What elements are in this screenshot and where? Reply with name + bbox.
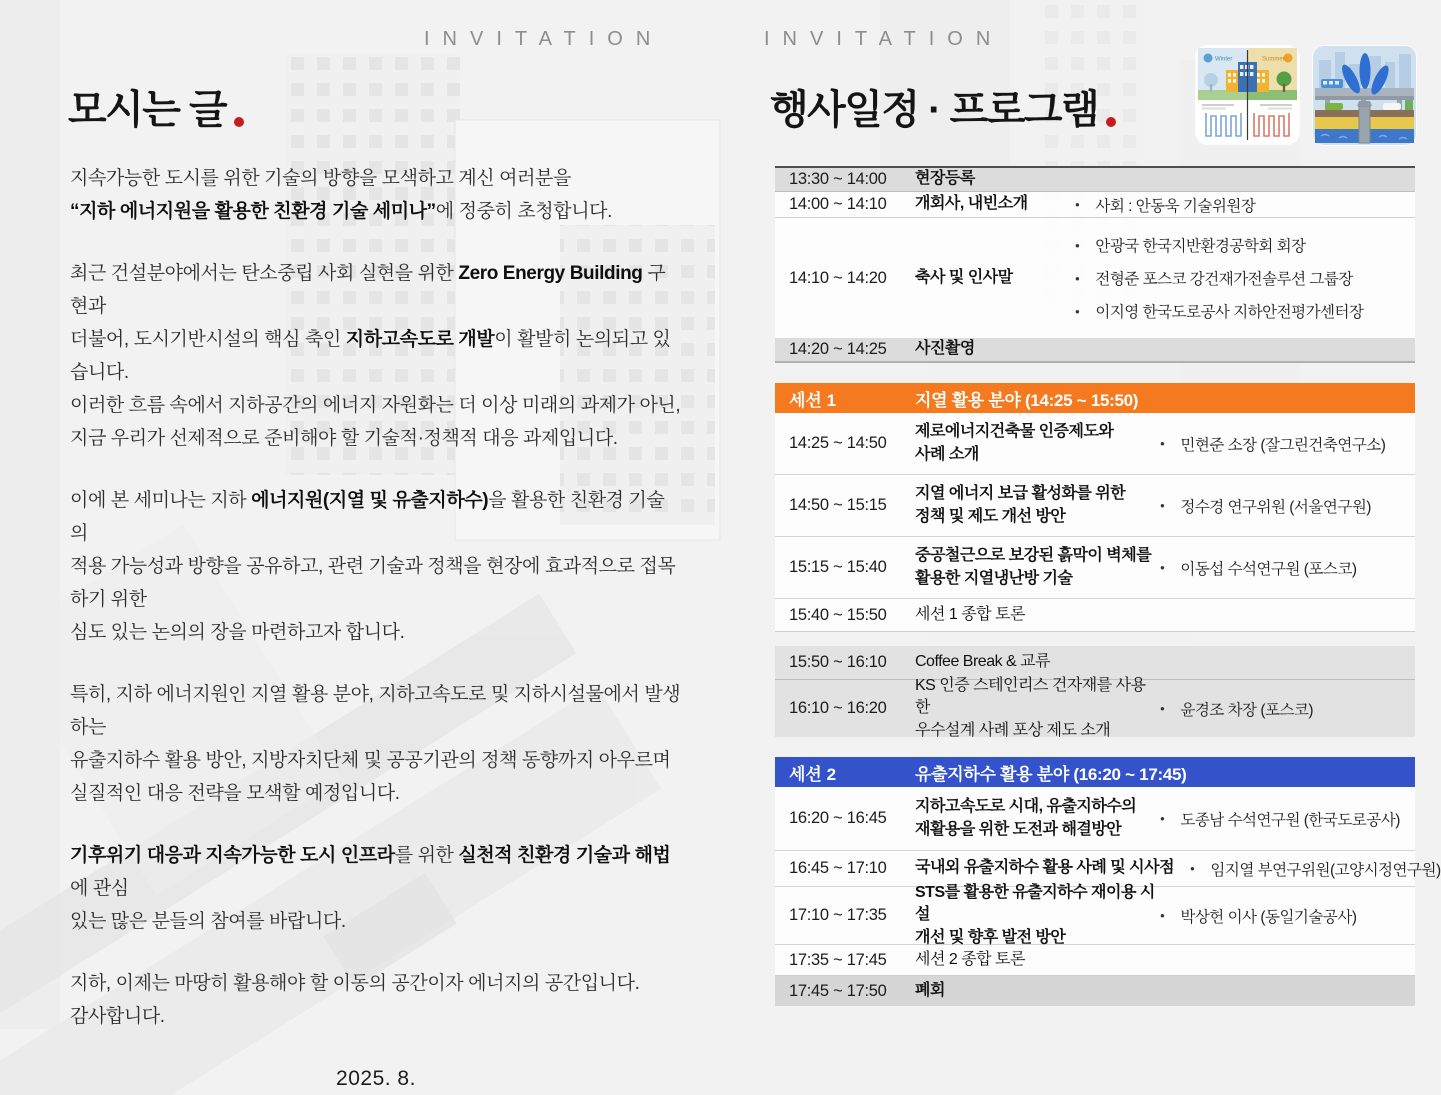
row-speakers: [1160, 905, 1356, 927]
row-speakers: [1160, 495, 1371, 517]
row-time: 15:15 ~ 15:40: [789, 558, 887, 576]
bullet-icon: ●: [1075, 200, 1080, 209]
row-title: 세션 2 종합 토론: [915, 950, 1025, 968]
row-title: STS를 활용한 유출지하수 재이용 시설 개선 및 향후 발전 방안: [915, 884, 1155, 946]
invitation-date: 2025. 8.: [336, 1067, 416, 1090]
invitation-caption-right: INVITATION: [764, 28, 1004, 50]
row-title: 폐회: [915, 981, 945, 999]
schedule-row-discussion1: [775, 599, 1415, 632]
right-title-text: 행사일정 · 프로그램: [770, 88, 1099, 132]
speaker: 정수경 연구위원 (서울연구원): [1180, 498, 1371, 516]
schedule-row-ks-award: [775, 677, 1415, 739]
invitation-paragraph: 최근 건설분야에서는 탄소중립 사회 실현을 위한 Zero Energy Building 구현과 더불어, 도시기반시설의 핵심 축인 지하고속도로 개발이 활발히 논의되고 있습니다. 이러한 흐름 속에서 지하공간의 에너지 자원화는 더 이상 미래의 과제가 아닌, 지금 우리가 선제적으로 준비해야 할 기술적·정책적 대응 과제입니다.: [70, 263, 681, 449]
row-time: 14:50 ~ 15:15: [789, 496, 887, 514]
row-time: 15:50 ~ 16:10: [789, 653, 887, 671]
row-title: 사진촬영: [915, 340, 975, 358]
row-time: 16:10 ~ 16:20: [789, 699, 887, 717]
row-speakers: [1075, 194, 1255, 216]
row-title: 지열 에너지 보급 활성화를 위한 정책 및 제도 개선 방안: [915, 485, 1126, 525]
header-illustrations: [1196, 46, 1416, 145]
row-title: 세션 1 종합 토론: [915, 605, 1025, 623]
speaker: 도종남 수석연구원 (한국도로공사): [1180, 811, 1400, 829]
schedule-row-talk: [775, 884, 1415, 946]
bullet-icon: ●: [1075, 306, 1080, 316]
row-time: 17:10 ~ 17:35: [789, 906, 887, 924]
row-time: 14:20 ~ 14:25: [789, 340, 887, 358]
schedule-row-talk: [775, 537, 1415, 599]
row-title: Coffee Break & 교류: [915, 653, 1051, 671]
section-label: 세션 2: [789, 764, 837, 784]
row-time: 15:40 ~ 15:50: [789, 605, 887, 624]
bullet-icon: ●: [1190, 864, 1195, 873]
section-label: 세션 1: [789, 390, 837, 410]
row-title: 현장등록: [915, 170, 975, 188]
event-schedule-table: [775, 166, 1441, 1006]
invitation-caption-left: INVITATION: [424, 28, 664, 50]
bullet-icon: ●: [1160, 439, 1165, 448]
summer-label: Summer: [1262, 56, 1285, 63]
row-speakers: [1160, 808, 1400, 830]
bullet-icon: ●: [1075, 240, 1080, 250]
section2-header: [775, 757, 1415, 787]
row-title: 국내외 유출지하수 활용 사례 및 시사점: [915, 859, 1175, 877]
schedule-row-registration: [775, 166, 1415, 192]
right-column-title: [770, 90, 1116, 130]
row-speakers: [1160, 557, 1356, 579]
invitation-message: [70, 162, 682, 1095]
bullet-icon: ●: [1160, 814, 1165, 823]
row-title: KS 인증 스테인리스 건자재를 사용한 우수설계 사례 포상 제도 소개: [915, 677, 1146, 739]
schedule-row-talk: [775, 475, 1415, 537]
speaker: 윤경조 차장 (포스코): [1180, 701, 1314, 719]
row-time: 17:35 ~ 17:45: [789, 950, 887, 969]
bullet-icon: ●: [1160, 501, 1165, 510]
winter-label: Winter: [1215, 56, 1233, 63]
schedule-row-congratulatory: [775, 218, 1415, 338]
row-speakers: [1190, 858, 1441, 880]
row-time: 17:45 ~ 17:50: [789, 981, 887, 1000]
bullet-icon: ●: [1160, 704, 1165, 713]
speaker: 박상헌 이사 (동일기술공사): [1180, 908, 1357, 926]
row-title: 축사 및 인사말: [915, 268, 1013, 286]
row-title: 지하고속도로 시대, 유출지하수의 재활용을 위한 도전과 해결방안: [915, 798, 1137, 838]
row-time: 16:20 ~ 16:45: [789, 809, 887, 827]
speaker: 전형준 포스코 강건재가전솔루션 그룹장: [1095, 271, 1353, 288]
section-title: 지열 활용 분야 (14:25 ~ 15:50): [915, 390, 1139, 410]
row-time: 14:25 ~ 14:50: [789, 434, 887, 452]
bullet-icon: ●: [1075, 273, 1080, 283]
title-accent-dot: [234, 117, 244, 127]
schedule-row-talk: [775, 787, 1415, 851]
schedule-row-talk: [775, 413, 1415, 475]
section-title: 유출지하수 활용 분야 (16:20 ~ 17:45): [915, 764, 1187, 784]
row-speakers: [1160, 433, 1385, 455]
row-title: 제로에너지건축물 인증제도와 사례 소개: [915, 423, 1114, 463]
invitation-paragraph: 지속가능한 도시를 위한 기술의 방향을 모색하고 계신 여러분을 “지하 에너지원을 활용한 친환경 기술 세미나”에 정중히 초청합니다.: [70, 168, 613, 222]
invitation-paragraph: 특히, 지하 에너지원인 지열 활용 분야, 지하고속도로 및 지하시설물에서 발생하는 유출지하수 활용 방안, 지방자치단체 및 공공기관의 정책 동향까지 아우르며 실질적인 대응 전략을 모색할 예정입니다.: [70, 684, 681, 804]
schedule-row-photo: [775, 338, 1415, 363]
left-title-text: 모시는 글: [68, 88, 227, 132]
title-accent-dot: [1106, 117, 1116, 127]
schedule-row-closing: [775, 976, 1415, 1006]
groundwater-illustration-icon: [1313, 46, 1416, 145]
row-time: 13:30 ~ 14:00: [789, 170, 887, 188]
row-time: 16:45 ~ 17:10: [789, 859, 887, 877]
speaker: 안광국 한국지반환경공학회 회장: [1095, 238, 1306, 255]
coffee-break-block: [775, 646, 1415, 737]
speaker: 민현준 소장 (잘그린건축연구소): [1180, 436, 1386, 454]
speaker: 임지열 부연구위원(고양시정연구원): [1210, 861, 1441, 879]
schedule-row-discussion2: [775, 945, 1415, 976]
invitation-paragraph: 기후위기 대응과 지속가능한 도시 인프라를 위한 실천적 친환경 기술과 해법에 관심 있는 많은 분들의 참여를 바랍니다.: [70, 845, 671, 932]
geothermal-illustration-icon: [1196, 46, 1299, 144]
section1-header: [775, 383, 1415, 413]
bullet-icon: ●: [1160, 911, 1165, 920]
bullet-icon: ●: [1160, 563, 1165, 572]
row-speakers: [1160, 698, 1313, 720]
row-time: 14:00 ~ 14:10: [789, 195, 887, 213]
row-time: 14:10 ~ 14:20: [789, 268, 887, 287]
invitation-paragraph: 지하, 이제는 마땅히 활용해야 할 이동의 공간이자 에너지의 공간입니다. 감사합니다.: [70, 973, 640, 1027]
left-column-title: [68, 90, 244, 130]
invitation-paragraph: 이에 본 세미나는 지하 에너지원(지열 및 유출지하수)을 활용한 친환경 기술의 적용 가능성과 방향을 공유하고, 관련 기술과 정책을 현장에 효과적으로 접목하기 위한 심도 있는 논의의 장을 마련하고자 합니다.: [70, 490, 676, 643]
speaker: 이동섭 수석연구원 (포스코): [1180, 560, 1357, 578]
schedule-row-opening: [775, 192, 1415, 218]
speaker: 사회 : 안동욱 기술위원장: [1095, 197, 1256, 215]
row-title: 중공철근으로 보강된 흙막이 벽체를 활용한 지열냉난방 기술: [915, 547, 1152, 587]
row-speakers: [1075, 229, 1363, 328]
row-title: 개회사, 내빈소개: [915, 195, 1028, 213]
speaker: 이지영 한국도로공사 지하안전평가센터장: [1095, 304, 1364, 321]
